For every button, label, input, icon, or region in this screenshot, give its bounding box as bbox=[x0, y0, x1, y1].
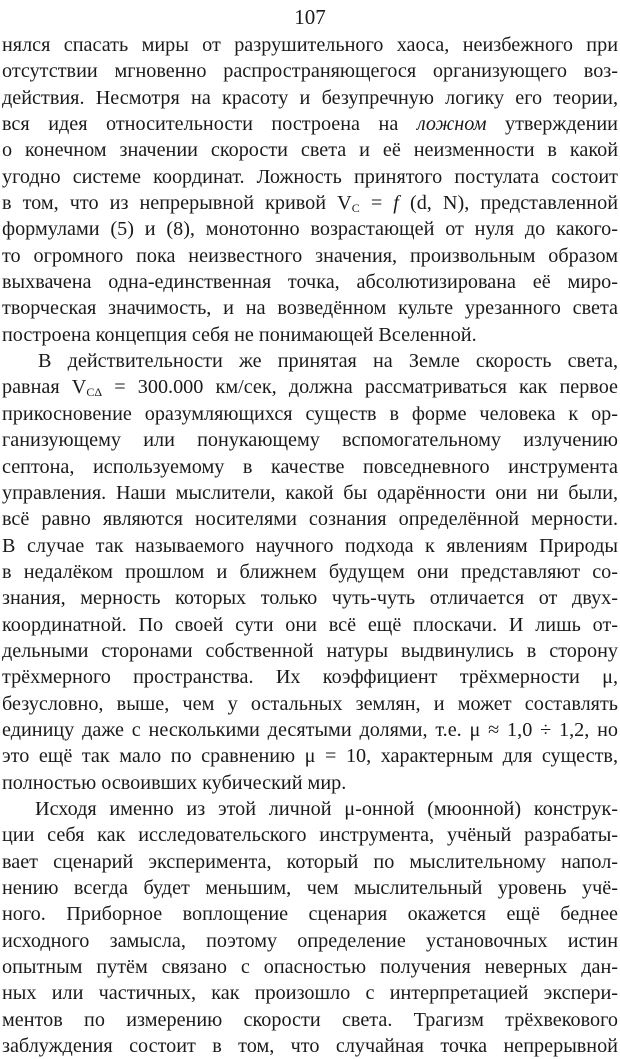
text-line: формулами (5) и (8), монотонно возрастающей от нуля до какого- bbox=[2, 218, 618, 241]
text-line: нялся спасать миры от разрушительного хаоса, неизбежного при bbox=[2, 34, 618, 56]
text-line: о конечном значении скорости света и её неизменности в какой bbox=[2, 139, 618, 162]
text-line: это ещё так мало по сравнению μ = 10, характерным для существ, bbox=[2, 745, 618, 768]
text-line: трёхмерного пространства. Их коэффициент трёхмерности μ, bbox=[2, 666, 618, 689]
text-line: творческая значимость, и на возведённом культе урезанного света bbox=[2, 297, 618, 320]
paragraph-1 bbox=[2, 32, 618, 348]
text-line: угодно системе координат. Ложность принятого постулата состоит bbox=[2, 165, 618, 188]
text-line: в том, что из непрерывной кривой $V_C = f$ (d, N), представленной bbox=[2, 192, 618, 216]
text-line: выхвачена одна-единственная точка, абсолютизирована её миро- bbox=[2, 271, 618, 294]
text-line: полностью освоивших кубический мир. bbox=[2, 771, 347, 794]
text-line: дельными сторонами собственной натуры выдвинулись в сторону bbox=[2, 639, 618, 662]
text-line: в недалёком прошлом и ближнем будущем они представляют со- bbox=[2, 560, 618, 583]
page-number: 107 bbox=[294, 5, 326, 29]
paragraph-3 bbox=[2, 796, 618, 1059]
text-line: вает сценарий эксперимента, который по мыслительному напол- bbox=[2, 850, 618, 873]
text-line: В случае так называемого научного подхода к явлениям Природы bbox=[2, 534, 618, 557]
text-line: отсутствии мгновенно распространяющегося организующего воз- bbox=[2, 60, 618, 83]
paragraph-2 bbox=[2, 348, 618, 796]
text-line: единицу даже с несколькими десятыми долями, т.е. μ ≈ 1,0 ÷ 1,2, но bbox=[2, 718, 618, 741]
text-line: ции себя как исследовательского инструмента, учёный разрабаты- bbox=[2, 824, 618, 847]
text-line: всё равно являются носителями сознания определённой мерности. bbox=[2, 508, 618, 531]
text-line: координатной. По своей сути они всё ещё плоскачи. И лишь от- bbox=[2, 613, 618, 636]
text-line: построена концепция себя не понимающей Вселенной. bbox=[2, 323, 477, 346]
text-line: септона, используемому в качестве повседневного инструмента bbox=[2, 455, 618, 478]
text-line: исходного замысла, поэтому определение установочных истин bbox=[2, 929, 618, 952]
text-line: нению всегда будет меньшим, чем мыслительный уровень учё- bbox=[2, 877, 618, 899]
text-line: действия. Несмотря на красоту и безупречную логику его теории, bbox=[2, 86, 618, 109]
text-line: ных или частичных, как произошло с интерпретацией экспери- bbox=[2, 982, 618, 1005]
text-line: ного. Приборное воплощение сценария окажется ещё беднее bbox=[2, 903, 618, 926]
text-line: равная $V_{C\Delta} = 300.000$ км/сек, должна рассматриваться как первое bbox=[2, 376, 618, 400]
text-line: ментов по измерению скорости света. Трагизм трёхвекового bbox=[2, 1008, 618, 1031]
text-line: Исходя именно из этой личной μ-онной (мюонной) конструк- bbox=[35, 797, 618, 820]
text-line: заблуждения состоит в том, что случайная точка непрерывной bbox=[2, 1035, 618, 1058]
text-line: В действительности же принятая на Земле скорость света, bbox=[38, 350, 618, 373]
text-line: безусловно, выше, чем у остальных землян, и может составлять bbox=[2, 692, 618, 715]
text-line: опытным путём связано с опасностью получения неверных дан- bbox=[2, 956, 618, 979]
text-line: то огромного пока неизвестного значения, произвольным образом bbox=[2, 244, 618, 267]
text-line: ганизующему или понукающему вспомогательному излучению bbox=[2, 429, 618, 452]
text-line: прикосновение оразумляющихся существ в форме человека к ор- bbox=[2, 402, 618, 425]
text-line: вся идея относительности построена на ложном утверждении bbox=[2, 113, 618, 136]
text-line: управления. Наши мыслители, какой бы одарённости они ни были, bbox=[2, 481, 618, 504]
text-line: знания, мерность которых только чуть-чуть отличается от двух- bbox=[2, 587, 618, 610]
